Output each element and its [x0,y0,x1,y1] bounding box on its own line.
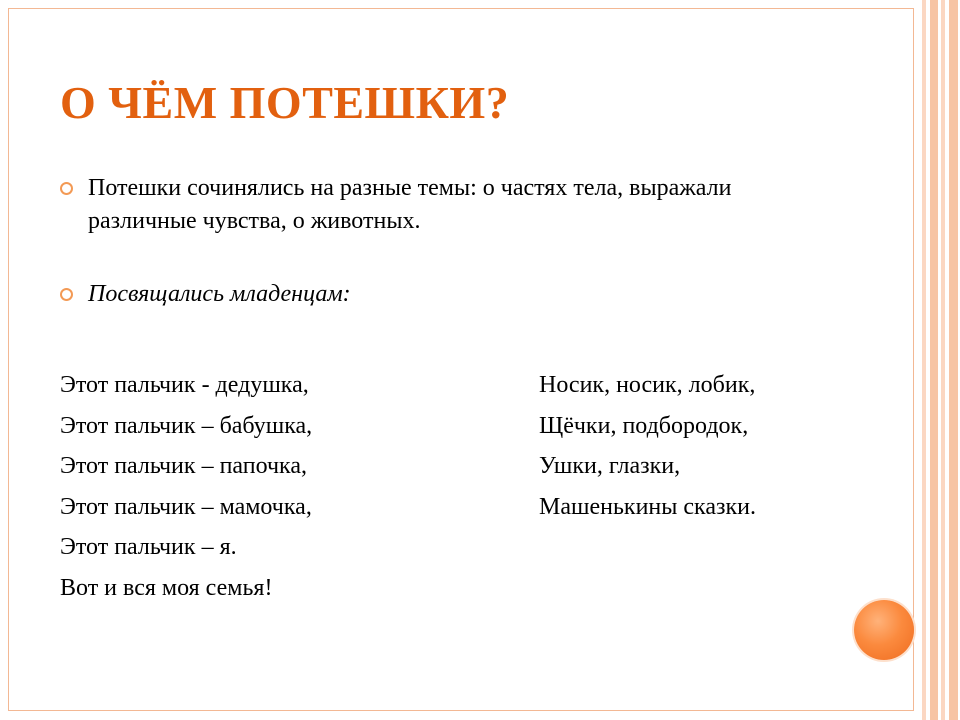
poem-line: Этот пальчик – папочка, [60,453,307,479]
poem-right [539,365,756,527]
poem-line: Этот пальчик – мамочка, [60,493,312,520]
poem-line: Машенькины сказки. [539,493,756,520]
bullet-item [60,278,840,311]
decor-stripe [930,0,938,720]
bullet-list [60,172,840,311]
decor-stripe [941,0,945,720]
poem-line: Этот пальчик - дедушка, [60,372,309,398]
poem-line: Этот пальчик – бабушка, [60,412,313,439]
poem-line: Ушки, глазки, [539,453,681,479]
poem-line: Щёчки, подбородок, [539,412,749,439]
poem-left [60,365,312,608]
bullet-item [60,172,840,238]
poem-line: Этот пальчик – я. [60,534,237,560]
bullet-circle-icon [60,288,73,301]
bullet-text: Посвящались младенцам: [88,281,351,307]
slide-title: О ЧЁМ ПОТЕШКИ? [60,77,510,128]
decor-stripe [922,0,926,720]
bullet-circle-icon [60,182,73,195]
decorative-orb-icon [854,600,914,660]
poem-line: Вот и вся моя семья! [60,574,273,601]
poem-line: Носик, носик, лобик, [539,372,756,398]
decor-stripe [949,0,958,720]
bullet-text: Потешки сочинялись на разные темы: о частях тела, выражали различные чувства, о животных. [88,175,732,234]
